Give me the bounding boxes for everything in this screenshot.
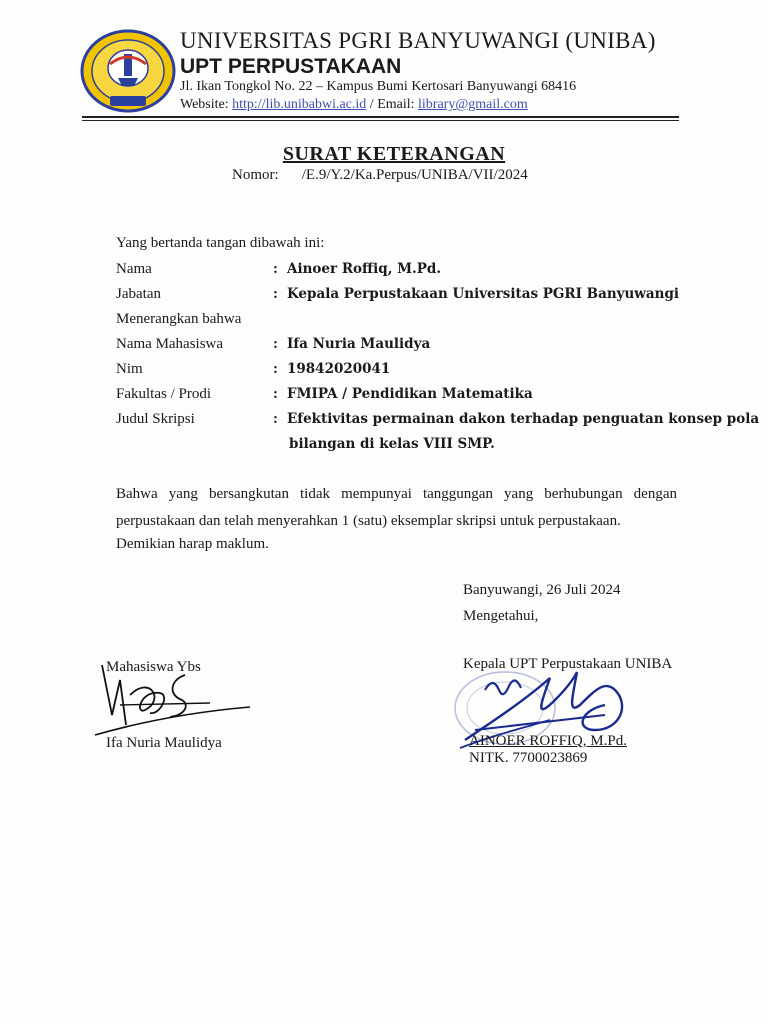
contact-separator: /: [366, 97, 378, 112]
field-value: Ifa Nuria Maulidya: [287, 336, 431, 352]
field-label: Nim: [116, 361, 143, 377]
signer-position-row: [116, 286, 679, 303]
email-label: Email:: [377, 97, 415, 112]
field-value: 19842020041: [287, 361, 391, 377]
student-sign-name: Ifa Nuria Maulidya: [106, 735, 222, 751]
field-colon: :: [273, 336, 278, 352]
thesis-title-continued: bilangan di kelas VIII SMP.: [289, 436, 495, 452]
student-sign-title: Mahasiswa Ybs: [106, 659, 201, 675]
uniba-logo-icon: [80, 28, 176, 114]
unit-name: UPT PERPUSTAKAAN: [180, 55, 402, 78]
number-value: /E.9/Y.2/Ka.Perpus/UNIBA/VII/2024: [301, 167, 528, 183]
website-link[interactable]: http://lib.unibabwi.ac.id: [232, 97, 367, 112]
field-label: Nama Mahasiswa: [116, 336, 224, 352]
field-colon: :: [273, 386, 278, 402]
declares-text: Menerangkan bahwa: [116, 311, 242, 327]
intro-text: Yang bertanda tangan dibawah ini:: [116, 235, 325, 251]
field-label: Nama: [116, 261, 152, 277]
field-colon: :: [273, 286, 278, 302]
place-date: Banyuwangi, 26 Juli 2024: [463, 582, 621, 598]
field-colon: :: [273, 261, 278, 277]
website-label: Website:: [180, 97, 229, 112]
field-label: Jabatan: [116, 286, 161, 302]
letterhead-rule: [82, 116, 679, 118]
number-label: Nomor:: [232, 167, 279, 183]
address: Jl. Ikan Tongkol No. 22 – Kampus Bumi Kertosari Banyuwangi 68416: [180, 79, 577, 94]
closing-text: Demikian harap maklum.: [116, 536, 269, 552]
field-label: Judul Skripsi: [116, 411, 195, 427]
field-value: Efektivitas permainan dakon terhadap penguatan konsep pola: [287, 411, 760, 427]
student-name-row: [116, 336, 430, 353]
field-value: Ainoer Roffiq, M.Pd.: [287, 261, 442, 277]
field-colon: :: [273, 411, 278, 427]
student-faculty-row: [116, 386, 533, 403]
field-value: Kepala Perpustakaan Universitas PGRI Banyuwangi: [287, 286, 680, 302]
head-name: AINOER ROFFIQ, M.Pd.: [469, 733, 627, 749]
letterhead-rule-thin: [82, 120, 679, 121]
student-nim-row: [116, 361, 390, 378]
field-label: Fakultas / Prodi: [116, 386, 212, 402]
statement-paragraph: Bahwa yang bersangkutan tidak mempunyai tanggungan yang berhubungan dengan perpustakaan dan telah menyerahkan 1 (satu) eksemplar skripsi untuk perpustakaan.: [116, 486, 677, 529]
university-name: UNIVERSITAS PGRI BANYUWANGI (UNIBA): [180, 28, 656, 53]
head-nip: NITK. 7700023869: [469, 750, 588, 766]
document-number: [232, 167, 528, 184]
acknowledged-text: Mengetahui,: [463, 608, 539, 624]
signer-name-row: [116, 261, 441, 278]
head-title: Kepala UPT Perpustakaan UNIBA: [463, 656, 673, 672]
field-value: FMIPA / Pendidikan Matematika: [287, 386, 533, 402]
field-colon: :: [273, 361, 278, 377]
email-link[interactable]: library@gmail.com: [418, 97, 528, 112]
student-thesis-row: [116, 411, 759, 428]
contact-line: [180, 97, 528, 113]
document-title: SURAT KETERANGAN: [282, 143, 506, 165]
